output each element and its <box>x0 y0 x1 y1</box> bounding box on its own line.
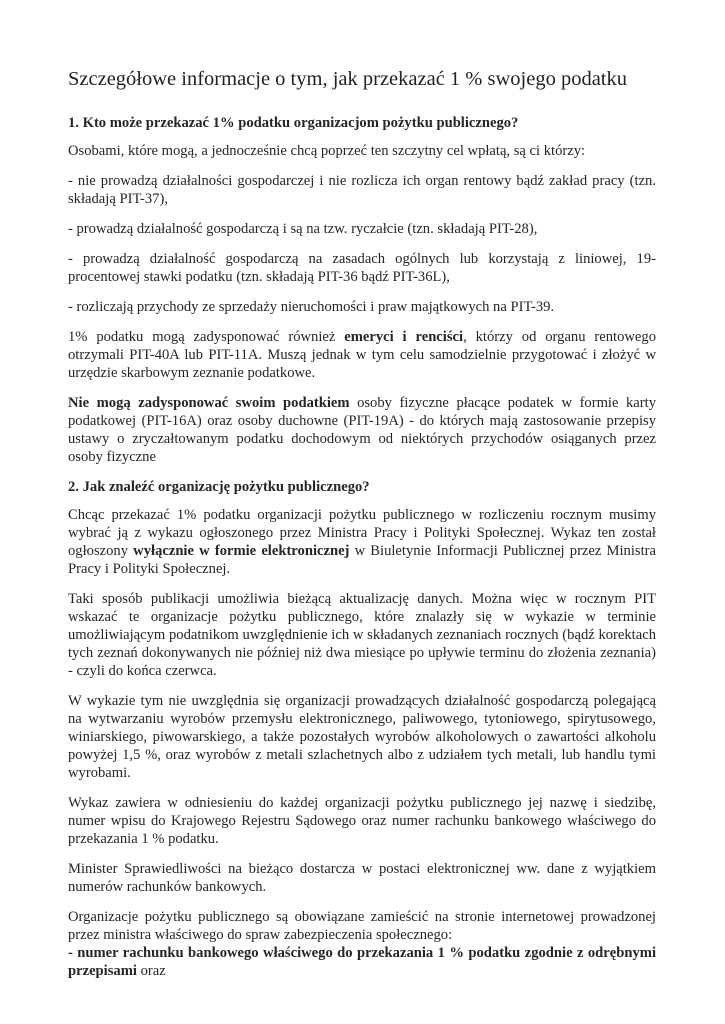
section-1-pensioners-paragraph <box>68 328 656 382</box>
section-2-paragraph-4: Wykaz zawiera w odniesieniu do każdej organizacji pożytku publicznego jej nazwę i siedzibę, numer wpisu do Krajowego Rejestru Sądowego oraz numer rachunku bankowego właściwego do przekazania 1 % podatku. <box>68 795 656 847</box>
section-2-paragraph-2: Taki sposób publikacji umożliwia bieżącą aktualizację danych. Można więc w rocznym PIT wskazać te organizacje pożytku publicznego, które znalazły się w wykazie w terminie umożliwiającym podatnikom uwzględnienie ich w składanych zeznaniach rocznych (bądź korektach tych zeznań dokonywanych nie później niż dwa miesiące po upływie terminu do złożenia zeznania) - czyli do końca czerwca. <box>68 591 656 679</box>
pensioners-text-after: , którzy od organu rentowego otrzymali PIT-40A lub PIT-11A. Muszą jednak w tym celu samodzielnie przygotować i złożyć w urzędzie skarbowym zeznanie podatkowe. <box>68 329 656 381</box>
p6-bold: - numer rachunku bankowego właściwego do przekazania 1 % podatku zgodnie z odrębnymi przepisami <box>68 945 656 979</box>
section-2-heading: 2. Jak znaleźć organizację pożytku publicznego? <box>68 479 370 495</box>
excluded-text-after: osoby fizyczne płacące podatek w formie karty podatkowej (PIT-16A) oraz osoby duchowne (PIT-19A) - do których mają zastosowanie przepisy ustawy o zryczałtowanym podatku dochodowym od niektórych przychodów osiąganych przez osoby fizyczne <box>68 395 656 465</box>
section-1-bullet-pit37: - nie prowadzą działalności gospodarczej i nie rozlicza ich organ rentowy bądź zakład pracy (tzn. składają PIT-37), <box>68 173 656 207</box>
document-title: Szczegółowe informacje o tym, jak przekazać 1 % swojego podatku <box>68 68 627 90</box>
section-1-bullet-pit36: - prowadzą działalność gospodarczą na zasadach ogólnych lub korzystają z liniowej, 19-procentowej stawki podatku (tzn. składają PIT-36 bądź PIT-36L), <box>68 251 656 285</box>
section-2-paragraph-3: W wykazie tym nie uwzględnia się organizacji prowadzących działalność gospodarczą polegającą na wytwarzaniu wyrobów przemysłu elektronicznego, paliwowego, tytoniowego, spirytusowego, winiarskiego, piwowarskiego, a także pozostałych wyrobów alkoholowych o zawartości alkoholu powyżej 1,5 %, oraz wyrobów z metali szlachetnych albo z udziałem tych metali, lub handlu tymi wyrobami. <box>68 693 656 781</box>
excluded-bold: Nie mogą zadysponować swoim podatkiem <box>68 395 350 411</box>
p1-text-after: w Biuletynie Informacji Publicznej przez Ministra Pracy i Polityki Społecznej. <box>68 543 656 577</box>
section-1-bullet-pit39: - rozliczają przychody ze sprzedaży nieruchomości i praw majątkowych na PIT-39. <box>68 299 555 315</box>
p6-text: Organizacje pożytku publicznego są obowiązane zamieścić na stronie internetowej prowadzonej przez ministra właściwego do spraw zabezpieczenia społecznego: <box>68 909 656 943</box>
pensioners-text-before: 1% podatku mogą zadysponować również <box>68 329 345 345</box>
section-1-excluded-paragraph <box>68 394 656 466</box>
section-1-bullet-pit28: - prowadzą działalność gospodarczą i są na tzw. ryczałcie (tzn. składają PIT-28), <box>68 221 538 237</box>
section-2-paragraph-6 <box>68 908 656 980</box>
section-2-paragraph-1 <box>68 506 656 578</box>
section-2-paragraph-5: Minister Sprawiedliwości na bieżąco dostarcza w postaci elektronicznej ww. dane z wyjątkiem numerów rachunków bankowych. <box>68 861 656 895</box>
section-1-intro: Osobami, które mogą, a jednocześnie chcą poprzeć ten szczytny cel wpłatą, są ci którzy: <box>68 143 586 159</box>
p1-bold: wyłącznie w formie elektronicznej <box>133 543 350 559</box>
p1-text-before: Chcąc przekazać 1% podatku organizacji pożytku publicznego w rozliczeniu rocznym musimy wybrać ją z wykazu ogłoszonego przez Ministra Pracy i Polityki Społecznej. Wykaz ten został ogłoszony <box>68 507 656 559</box>
section-1-heading: 1. Kto może przekazać 1% podatku organizacjom pożytku publicznego? <box>68 115 519 131</box>
pensioners-bold: emeryci i renciści <box>344 329 464 345</box>
p6-text-after: oraz <box>136 963 166 979</box>
